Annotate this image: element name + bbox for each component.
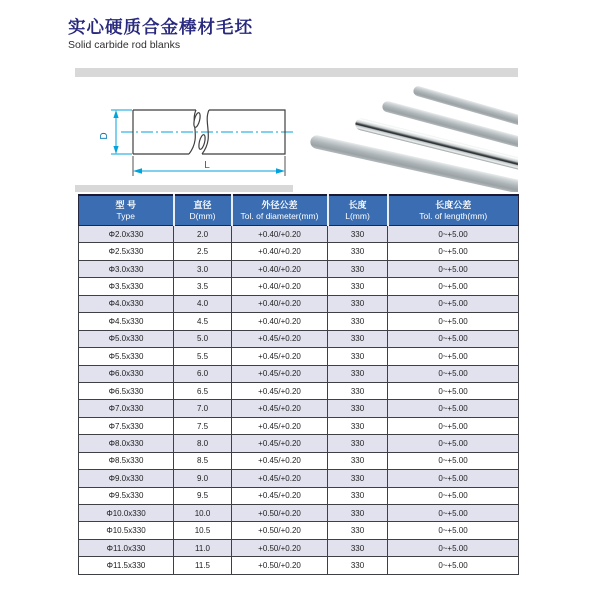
- cell-type: Φ3.0x330: [79, 260, 174, 277]
- col-header-type-en: Type: [116, 211, 135, 221]
- cell-diameter-tol: +0.50/+0.20: [232, 522, 328, 539]
- cell-length: 330: [328, 505, 388, 522]
- cell-length: 330: [328, 278, 388, 295]
- cell-length-tol: 0~+5.00: [388, 295, 519, 312]
- col-header-length-tolerance-zh: 长度公差: [435, 200, 472, 210]
- cell-diameter-tol: +0.40/+0.20: [232, 278, 328, 295]
- cell-length-tol: 0~+5.00: [388, 505, 519, 522]
- cell-type: Φ10.5x330: [79, 522, 174, 539]
- cell-diameter-tol: +0.40/+0.20: [232, 260, 328, 277]
- cell-length-tol: 0~+5.00: [388, 522, 519, 539]
- cell-diameter: 6.5: [174, 382, 232, 399]
- col-header-length: [328, 195, 388, 226]
- cell-length-tol: 0~+5.00: [388, 382, 519, 399]
- rods-photo-svg: [293, 77, 518, 192]
- cell-type: Φ8.5x330: [79, 452, 174, 469]
- arrow-down-icon: [113, 146, 118, 154]
- cell-diameter-tol: +0.45/+0.20: [232, 435, 328, 452]
- page-title: 实心硬质合金棒材毛坯: [68, 17, 253, 37]
- cell-type: Φ11.5x330: [79, 557, 174, 574]
- cell-type: Φ8.0x330: [79, 435, 174, 452]
- table-row: [79, 435, 519, 452]
- rod-diagram-svg: [85, 79, 305, 183]
- cell-diameter: 9.0: [174, 470, 232, 487]
- cell-diameter: 2.0: [174, 226, 232, 243]
- col-header-diameter-zh: 直径: [193, 200, 212, 210]
- spec-table-header: [79, 195, 519, 226]
- cell-length: 330: [328, 557, 388, 574]
- spec-table-body: [79, 226, 519, 575]
- arrow-left-icon: [133, 168, 142, 174]
- cell-diameter-tol: +0.45/+0.20: [232, 348, 328, 365]
- cell-diameter: 2.5: [174, 243, 232, 260]
- divider-band-top: [75, 68, 518, 77]
- col-header-length-en: L(mm): [345, 211, 370, 221]
- cell-diameter-tol: +0.45/+0.20: [232, 487, 328, 504]
- arrow-up-icon: [113, 110, 118, 118]
- cell-length: 330: [328, 382, 388, 399]
- cell-length-tol: 0~+5.00: [388, 435, 519, 452]
- cell-type: Φ6.5x330: [79, 382, 174, 399]
- cell-length-tol: 0~+5.00: [388, 313, 519, 330]
- cell-diameter: 3.0: [174, 260, 232, 277]
- arrow-right-icon: [276, 168, 285, 174]
- cell-type: Φ11.0x330: [79, 539, 174, 556]
- cell-diameter-tol: +0.45/+0.20: [232, 470, 328, 487]
- cell-diameter: 8.5: [174, 452, 232, 469]
- cell-type: Φ5.5x330: [79, 348, 174, 365]
- cell-diameter-tol: +0.50/+0.20: [232, 539, 328, 556]
- table-row: [79, 400, 519, 417]
- cell-length-tol: 0~+5.00: [388, 557, 519, 574]
- cell-length: 330: [328, 417, 388, 434]
- table-row: [79, 260, 519, 277]
- table-row: [79, 313, 519, 330]
- table-row: [79, 226, 519, 243]
- cell-type: Φ10.0x330: [79, 505, 174, 522]
- cell-diameter-tol: +0.45/+0.20: [232, 400, 328, 417]
- cell-diameter-tol: +0.40/+0.20: [232, 313, 328, 330]
- cell-type: Φ7.5x330: [79, 417, 174, 434]
- cell-length-tol: 0~+5.00: [388, 417, 519, 434]
- cell-length: 330: [328, 487, 388, 504]
- cell-diameter: 7.0: [174, 400, 232, 417]
- table-row: [79, 417, 519, 434]
- table-row: [79, 452, 519, 469]
- rod-dimension-diagram: [85, 79, 305, 183]
- cell-diameter-tol: +0.50/+0.20: [232, 505, 328, 522]
- table-row: [79, 557, 519, 574]
- cell-length-tol: 0~+5.00: [388, 365, 519, 382]
- table-row: [79, 487, 519, 504]
- cell-diameter: 3.5: [174, 278, 232, 295]
- cell-length-tol: 0~+5.00: [388, 400, 519, 417]
- col-header-diameter-en: D(mm): [189, 211, 216, 221]
- cell-diameter: 10.0: [174, 505, 232, 522]
- cell-length-tol: 0~+5.00: [388, 278, 519, 295]
- dim-d-label: D: [99, 132, 110, 140]
- cell-type: Φ4.0x330: [79, 295, 174, 312]
- cell-length-tol: 0~+5.00: [388, 348, 519, 365]
- cell-diameter-tol: +0.40/+0.20: [232, 226, 328, 243]
- cell-type: Φ9.0x330: [79, 470, 174, 487]
- table-row: [79, 365, 519, 382]
- cell-length-tol: 0~+5.00: [388, 539, 519, 556]
- cell-length-tol: 0~+5.00: [388, 487, 519, 504]
- rods-photo: [293, 77, 518, 192]
- cell-length: 330: [328, 400, 388, 417]
- col-header-length-tolerance-en: Tol. of length(mm): [419, 211, 488, 221]
- cell-length: 330: [328, 522, 388, 539]
- cell-diameter: 11.0: [174, 539, 232, 556]
- cell-type: Φ7.0x330: [79, 400, 174, 417]
- table-row: [79, 539, 519, 556]
- dim-l-label: L: [204, 160, 210, 171]
- cell-length: 330: [328, 435, 388, 452]
- cell-length-tol: 0~+5.00: [388, 243, 519, 260]
- cell-type: Φ2.5x330: [79, 243, 174, 260]
- cell-diameter-tol: +0.45/+0.20: [232, 452, 328, 469]
- cell-type: Φ2.0x330: [79, 226, 174, 243]
- cell-length: 330: [328, 226, 388, 243]
- page-subtitle: Solid carbide rod blanks: [68, 39, 181, 51]
- cell-length: 330: [328, 452, 388, 469]
- table-row: [79, 295, 519, 312]
- cell-type: Φ5.0x330: [79, 330, 174, 347]
- cell-diameter-tol: +0.45/+0.20: [232, 417, 328, 434]
- cell-diameter: 4.5: [174, 313, 232, 330]
- cell-length: 330: [328, 295, 388, 312]
- cell-length: 330: [328, 365, 388, 382]
- cell-length: 330: [328, 260, 388, 277]
- cell-length: 330: [328, 243, 388, 260]
- cell-length-tol: 0~+5.00: [388, 226, 519, 243]
- col-header-type: [79, 195, 174, 226]
- col-header-length-tolerance: [388, 195, 519, 226]
- cell-diameter: 7.5: [174, 417, 232, 434]
- col-header-length-zh: 长度: [348, 200, 367, 210]
- col-header-diameter-tolerance-zh: 外径公差: [261, 200, 298, 210]
- cell-diameter-tol: +0.45/+0.20: [232, 330, 328, 347]
- cell-length: 330: [328, 470, 388, 487]
- table-row: [79, 505, 519, 522]
- table-row: [79, 348, 519, 365]
- table-row: [79, 522, 519, 539]
- cell-diameter: 4.0: [174, 295, 232, 312]
- cell-length: 330: [328, 313, 388, 330]
- cell-length: 330: [328, 539, 388, 556]
- table-row: [79, 330, 519, 347]
- table-row: [79, 470, 519, 487]
- cell-length-tol: 0~+5.00: [388, 260, 519, 277]
- cell-length: 330: [328, 330, 388, 347]
- col-header-diameter: [174, 195, 232, 226]
- cell-length-tol: 0~+5.00: [388, 470, 519, 487]
- table-row: [79, 382, 519, 399]
- col-header-diameter-tolerance: [232, 195, 328, 226]
- cell-diameter-tol: +0.45/+0.20: [232, 382, 328, 399]
- cell-diameter: 6.0: [174, 365, 232, 382]
- dimension-l: [133, 156, 285, 176]
- cell-diameter: 11.5: [174, 557, 232, 574]
- cell-diameter: 8.0: [174, 435, 232, 452]
- cell-length-tol: 0~+5.00: [388, 452, 519, 469]
- cell-diameter: 5.5: [174, 348, 232, 365]
- cell-diameter: 10.5: [174, 522, 232, 539]
- cell-length-tol: 0~+5.00: [388, 330, 519, 347]
- cell-diameter-tol: +0.40/+0.20: [232, 243, 328, 260]
- cell-type: Φ3.5x330: [79, 278, 174, 295]
- cell-diameter: 9.5: [174, 487, 232, 504]
- cell-diameter: 5.0: [174, 330, 232, 347]
- cell-type: Φ6.0x330: [79, 365, 174, 382]
- divider-band-bottom: [75, 185, 293, 192]
- cell-diameter-tol: +0.50/+0.20: [232, 557, 328, 574]
- cell-type: Φ4.5x330: [79, 313, 174, 330]
- col-header-type-zh: 型 号: [115, 200, 136, 210]
- spec-table: [78, 194, 519, 575]
- table-row: [79, 278, 519, 295]
- cell-length: 330: [328, 348, 388, 365]
- table-row: [79, 243, 519, 260]
- cell-diameter-tol: +0.45/+0.20: [232, 365, 328, 382]
- cell-type: Φ9.5x330: [79, 487, 174, 504]
- col-header-diameter-tolerance-en: Tol. of diameter(mm): [240, 211, 319, 221]
- cell-diameter-tol: +0.40/+0.20: [232, 295, 328, 312]
